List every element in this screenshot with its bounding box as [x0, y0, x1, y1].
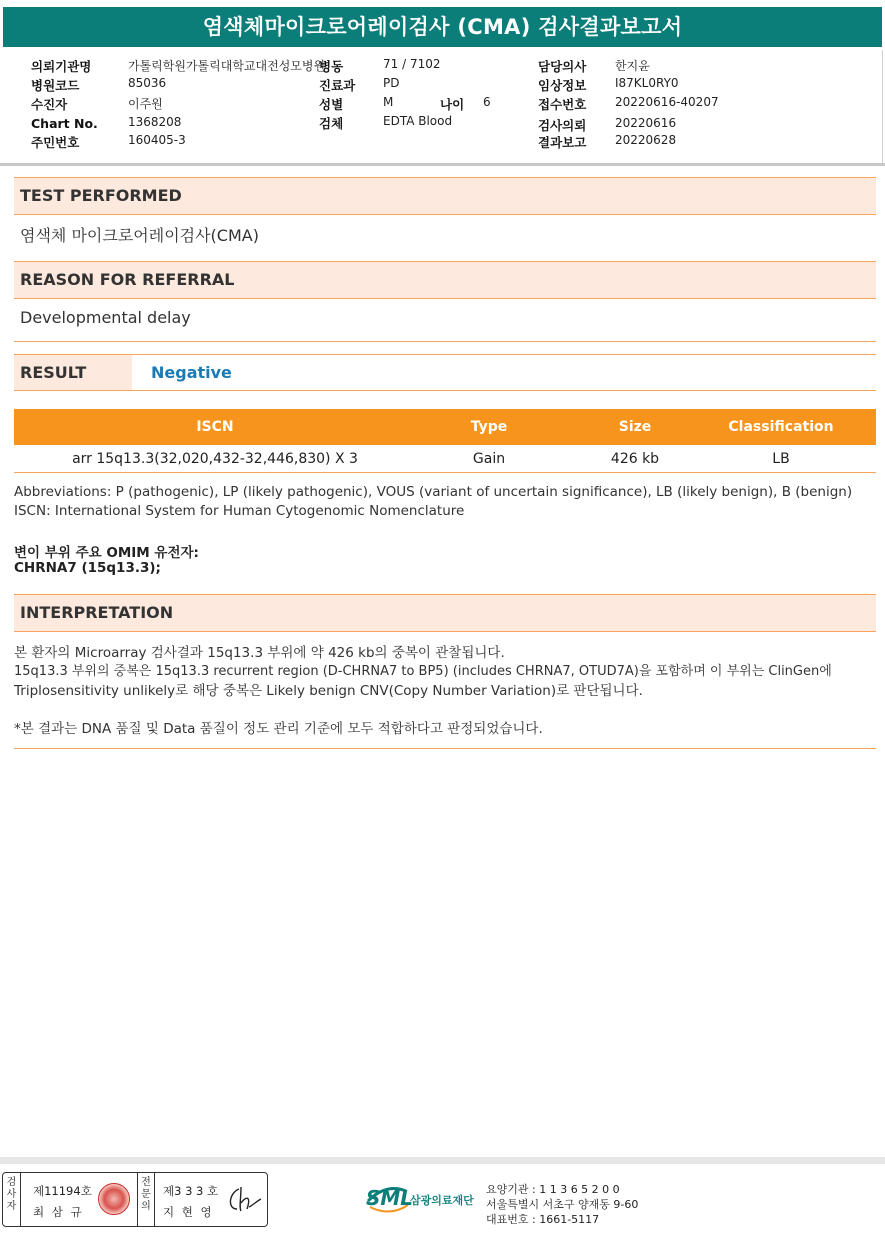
id-label: 주민번호 — [31, 135, 80, 150]
examiner-vertical-label: 검사자 — [3, 1173, 21, 1226]
receipt-value: 20220616-40207 — [615, 95, 719, 109]
seal-stamp — [98, 1183, 130, 1215]
chart-value: 1368208 — [128, 115, 182, 129]
report-label: 결과보고 — [538, 135, 587, 150]
doctor-label: 담당의사 — [538, 59, 587, 74]
examiner-name: 최 삼 규 — [33, 1205, 84, 1219]
signature — [225, 1179, 265, 1219]
report-value: 20220628 — [615, 133, 677, 147]
interpretation-line-3: Triplosensitivity unlikely로 해당 중복은 Likely benign CNV(Copy Number Variation)로 판단됩니다. — [14, 683, 643, 699]
interpretation-heading: INTERPRETATION — [14, 594, 876, 632]
age-label: 나이 — [440, 97, 465, 112]
footer-divider — [0, 1157, 885, 1164]
dept-label: 진료과 — [319, 78, 356, 93]
patient-info — [0, 50, 885, 166]
code-label: 병원코드 — [31, 78, 80, 93]
omim-heading: 변이 부위 주요 OMIM 유전자: — [14, 545, 199, 561]
iscn-definition: ISCN: International System for Human Cytogenomic Nomenclature — [14, 503, 465, 519]
col-type: Type — [470, 419, 508, 435]
cnv-table-header — [14, 409, 876, 445]
cell-size: 426 kb — [610, 451, 660, 467]
cell-iscn: arr 15q13.3(32,020,432-32,446,830) X 3 — [72, 451, 358, 467]
interpretation-divider — [14, 748, 876, 749]
ward-label: 병동 — [319, 59, 344, 74]
request-value: 20220616 — [615, 116, 677, 130]
result-row — [14, 354, 876, 391]
sex-value: M — [383, 95, 394, 109]
omim-genes: CHRNA7 (15q13.3); — [14, 560, 161, 576]
clinical-value: I87KL0RY0 — [615, 76, 679, 90]
sex-label: 성별 — [319, 97, 344, 112]
test-performed-value: 염색체 마이크로어레이검사(CMA) — [20, 226, 259, 245]
request-label: 검사의뢰 — [538, 118, 587, 133]
institution-code: 요양기관 : 1 1 3 6 5 2 0 0 — [486, 1183, 620, 1196]
dept-value: PD — [383, 76, 400, 90]
cell-type: Gain — [472, 451, 506, 467]
patient-label: 수진자 — [31, 97, 68, 112]
interpretation-line-1: 본 환자의 Microarray 검사결과 15q13.3 부위에 약 426 kb의 중복이 관찰됩니다. — [14, 645, 505, 661]
cell-classification: LB — [772, 451, 790, 467]
referral-heading: REASON FOR REFERRAL — [14, 261, 876, 299]
specimen-value: EDTA Blood — [383, 114, 453, 128]
doctor-value: 한지윤 — [615, 59, 650, 73]
hospital-label: 의뢰기관명 — [31, 59, 92, 74]
specialist-vertical-label: 전문의 — [137, 1173, 155, 1226]
col-size: Size — [618, 419, 652, 435]
report-title: 염색체마이크로어레이검사 (CMA) 검사결과보고서 — [3, 7, 882, 47]
referral-divider — [14, 341, 876, 342]
code-value: 85036 — [128, 76, 167, 90]
hospital-value: 가톨릭학원가톨릭대학교대전성모병원 — [128, 59, 326, 73]
col-iscn: ISCN — [196, 419, 234, 435]
test-performed-heading: TEST PERFORMED — [14, 177, 876, 215]
info-divider — [0, 163, 885, 166]
clinical-label: 임상정보 — [538, 78, 587, 93]
age-value: 6 — [483, 95, 491, 109]
result-label: RESULT — [14, 355, 132, 390]
institution-address: 서울특별시 서초구 양재동 9-60 — [486, 1198, 639, 1211]
patient-value: 이주원 — [128, 97, 163, 111]
result-value: Negative — [151, 363, 232, 382]
examiner-license: 제11194호 — [33, 1184, 92, 1198]
title-bar — [0, 0, 885, 50]
interpretation-line-2: 15q13.3 부위의 중복은 15q13.3 recurrent region (D-CHRNA7 to BP5) (includes CHRNA7, OTUD7A)을 포함하며 이 부위는 ClinGen에 — [14, 664, 832, 679]
signature-box — [2, 1172, 268, 1227]
specimen-label: 검체 — [319, 116, 344, 131]
col-classification: Classification — [728, 419, 834, 435]
foundation-name: 삼광의료재단 — [410, 1194, 474, 1207]
table-row — [14, 446, 876, 473]
institution-phone: 대표번호 : 1661-5117 — [486, 1213, 600, 1226]
chart-label: Chart No. — [31, 116, 98, 131]
ward-value: 71 / 7102 — [383, 57, 441, 71]
abbreviations-line: Abbreviations: P (pathogenic), LP (likely pathogenic), VOUS (variant of uncertain significance), LB (likely benign), B (benign) — [14, 484, 853, 500]
receipt-label: 접수번호 — [538, 97, 587, 112]
info-border — [882, 50, 883, 164]
id-value: 160405-3 — [128, 133, 186, 147]
referral-value: Developmental delay — [20, 308, 191, 327]
specialist-license: 제3 3 3 호 — [163, 1184, 219, 1198]
sml-logo-text: SML — [366, 1186, 414, 1210]
qc-note: *본 결과는 DNA 품질 및 Data 품질이 정도 관리 기준에 모두 적합하다고 판정되었습니다. — [14, 721, 543, 737]
specialist-name: 지 현 영 — [163, 1205, 214, 1219]
